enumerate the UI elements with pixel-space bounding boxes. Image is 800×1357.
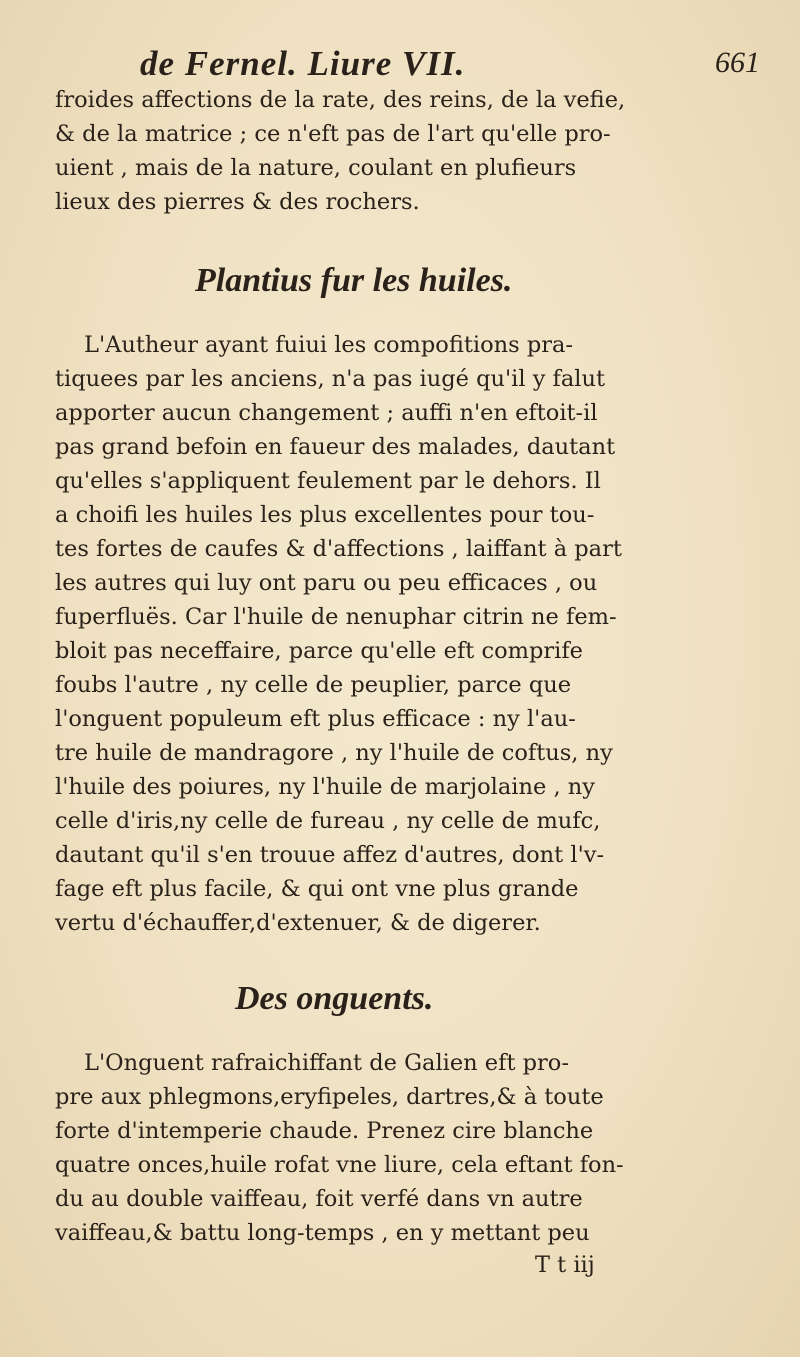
text-line: foubs l'autre , ny celle de peuplier, parce que [55,672,572,698]
text-line: vertu d'échauffer,d'extenuer, & de digerer. [55,910,541,936]
text-line: dautant qu'il s'en trouue affez d'autres, dont l'v- [55,842,605,868]
section-heading: Plantius fur les huiles. [195,262,513,299]
text-line: du au double vaiffeau, foit verfé dans vn autre [55,1186,583,1212]
text-line: & de la matrice ; ce n'eft pas de l'art qu'elle pro- [55,121,611,147]
running-title: de Fernel. Liure VII. [140,44,466,83]
text-line: apporter aucun changement ; auffi n'en eftoit-il [55,400,598,426]
text-line: l'onguent populeum eft plus efficace : ny l'au- [55,706,576,732]
text-line: L'Autheur ayant fuiui les compofitions pra- [84,332,573,358]
text-line: pre aux phlegmons,eryfipeles, dartres,& à toute [55,1084,604,1110]
text-line: forte d'intemperie chaude. Prenez cire blanche [55,1118,594,1144]
text-line: qu'elles s'appliquent feulement par le dehors. Il [55,468,601,494]
text-line: l'huile des poiures, ny l'huile de marjolaine , ny [55,774,595,800]
text-line: bloit pas neceffaire, parce qu'elle eft comprife [55,638,583,664]
text-line: tre huile de mandragore , ny l'huile de coftus, ny [55,740,613,766]
page-number: 661 [715,46,760,79]
text-line: vaiffeau,& battu long-temps , en y mettant peu [55,1220,590,1246]
text-line: fage eft plus facile, & qui ont vne plus grande [55,876,579,902]
text-line: uient , mais de la nature, coulant en plufieurs [55,155,577,181]
text-line: quatre onces,huile rofat vne liure, cela eftant fon- [55,1152,624,1178]
text-line: a choifi les huiles les plus excellentes pour tou- [55,502,595,528]
text-line: L'Onguent rafraichiffant de Galien eft pro- [84,1050,569,1076]
text-line: celle d'iris,ny celle de fureau , ny celle de mufc, [55,808,601,834]
text-line: lieux des pierres & des rochers. [55,189,420,215]
text-line: froides affections de la rate, des reins, de la vefie, [55,87,626,113]
text-line: tiquees par les anciens, n'a pas iugé qu'il y falut [55,366,606,392]
text-line: pas grand befoin en faueur des malades, dautant [55,434,616,460]
text-line: les autres qui luy ont paru ou peu efficaces , ou [55,570,598,596]
text-line: fuperfluës. Car l'huile de nenuphar citrin ne fem- [55,604,617,630]
text-line: tes fortes de caufes & d'affections , laiffant à part [55,536,622,562]
signature-mark: T t iij [535,1252,595,1278]
section-heading: Des onguents. [235,980,434,1017]
